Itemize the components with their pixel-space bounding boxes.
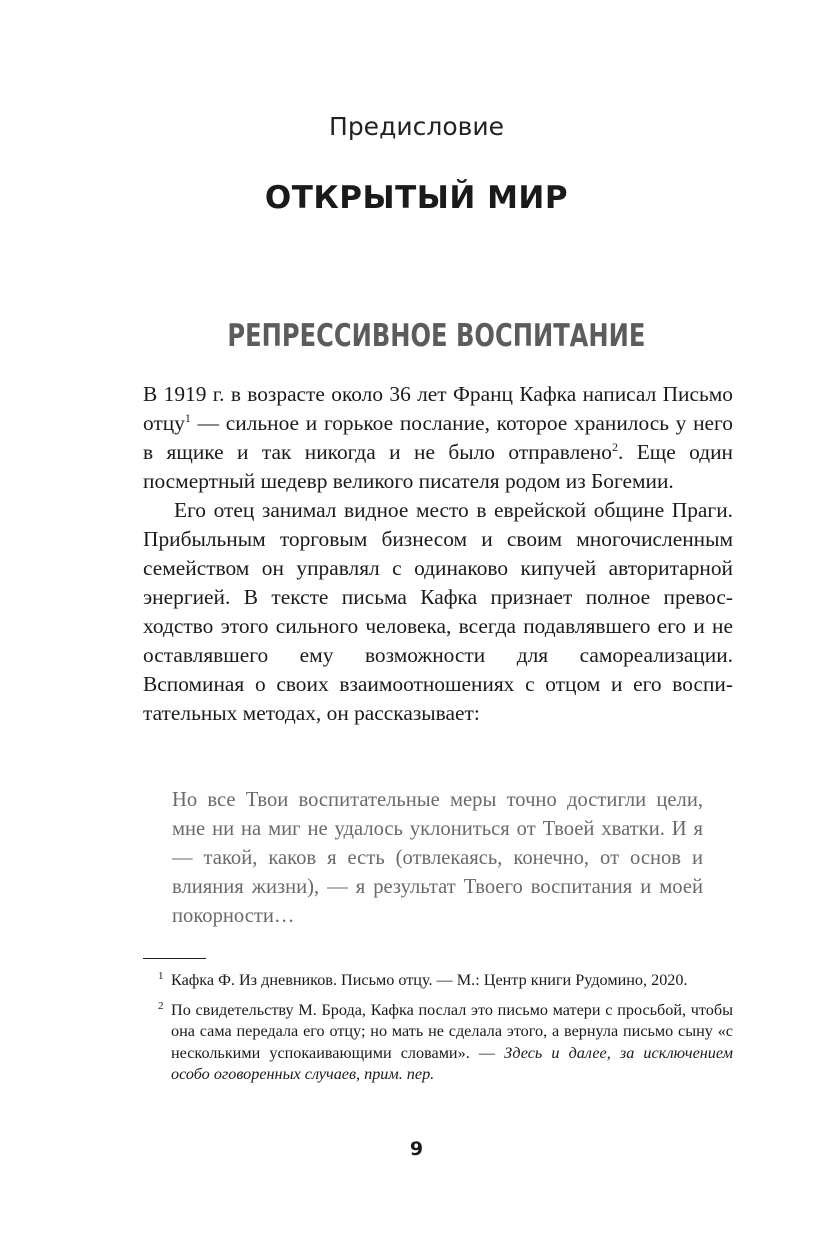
footnote-ref-2[interactable]: 2 xyxy=(611,439,618,454)
paragraph-1 xyxy=(143,380,733,496)
page-number: 9 xyxy=(409,1138,424,1160)
chapter-pretitle: Предисловие xyxy=(329,112,504,141)
footnote-2-italic-note: Здесь и далее, за исключением особо оговоренных случаев, прим. пер. xyxy=(171,1043,733,1083)
footnote-2 xyxy=(143,1000,733,1086)
footnotes xyxy=(143,970,733,1094)
footnote-1-text: Кафка Ф. Из дневников. Письмо отцу. — М.: Центр книги Рудомино, 2020. xyxy=(171,971,688,989)
section-heading: РЕПРЕССИВНОЕ ВОСПИТАНИЕ xyxy=(227,318,646,354)
paragraph-1-part-a: В 1919 г. в возрасте около 36 лет Франц Кафка написал Письмо отцу xyxy=(143,382,733,435)
paragraph-1-part-b: — сильное и горькое послание, которое хранилось у него в ящике и так никогда и не было отправлено xyxy=(143,411,733,464)
paragraph-1-part-c: . Еще один посмертный шедевр великого писателя родом из Богемии. xyxy=(143,440,733,493)
footnote-1 xyxy=(143,970,733,992)
paragraph-2: Его отец занимал видное место в еврейской общине Праги. Прибыльным торговым бизнесом и своим многочисленным семейством он управлял с одинаково кипучей авторитарной энергией. В тексте письма Кафка признает полное превосходство этого сильного человека, всегда подавлявшего его и не оставлявшего ему возможности для самореализации. Вспоминая о своих взаимоотношениях с отцом и его воспитательных методах, он рассказывает: xyxy=(143,498,733,725)
footnote-divider xyxy=(143,958,206,959)
body-text xyxy=(143,380,733,728)
block-quote: Но все Твои воспитательные меры точно достигли цели, мне ни на миг не удалось уклониться от Твоей хватки. И я — такой, каков я есть (отвлекаясь, конечно, от основ и влияния жизни), — я результат Твоего воспитания и моей покорности… xyxy=(172,789,703,927)
footnote-1-number: 1 xyxy=(158,970,164,982)
chapter-title: ОТКРЫТЫЙ МИР xyxy=(264,180,569,216)
footnote-2-text: По свидетельству М. Брода, Кафка послал это письмо матери с просьбой, чтобы она сама передала его отцу; но мать не сделала этого, а вернула письмо сыну «с несколькими успокаивающими словами». — xyxy=(171,1000,733,1062)
footnote-2-number: 2 xyxy=(158,999,164,1012)
footnote-ref-1[interactable]: 1 xyxy=(184,410,191,425)
